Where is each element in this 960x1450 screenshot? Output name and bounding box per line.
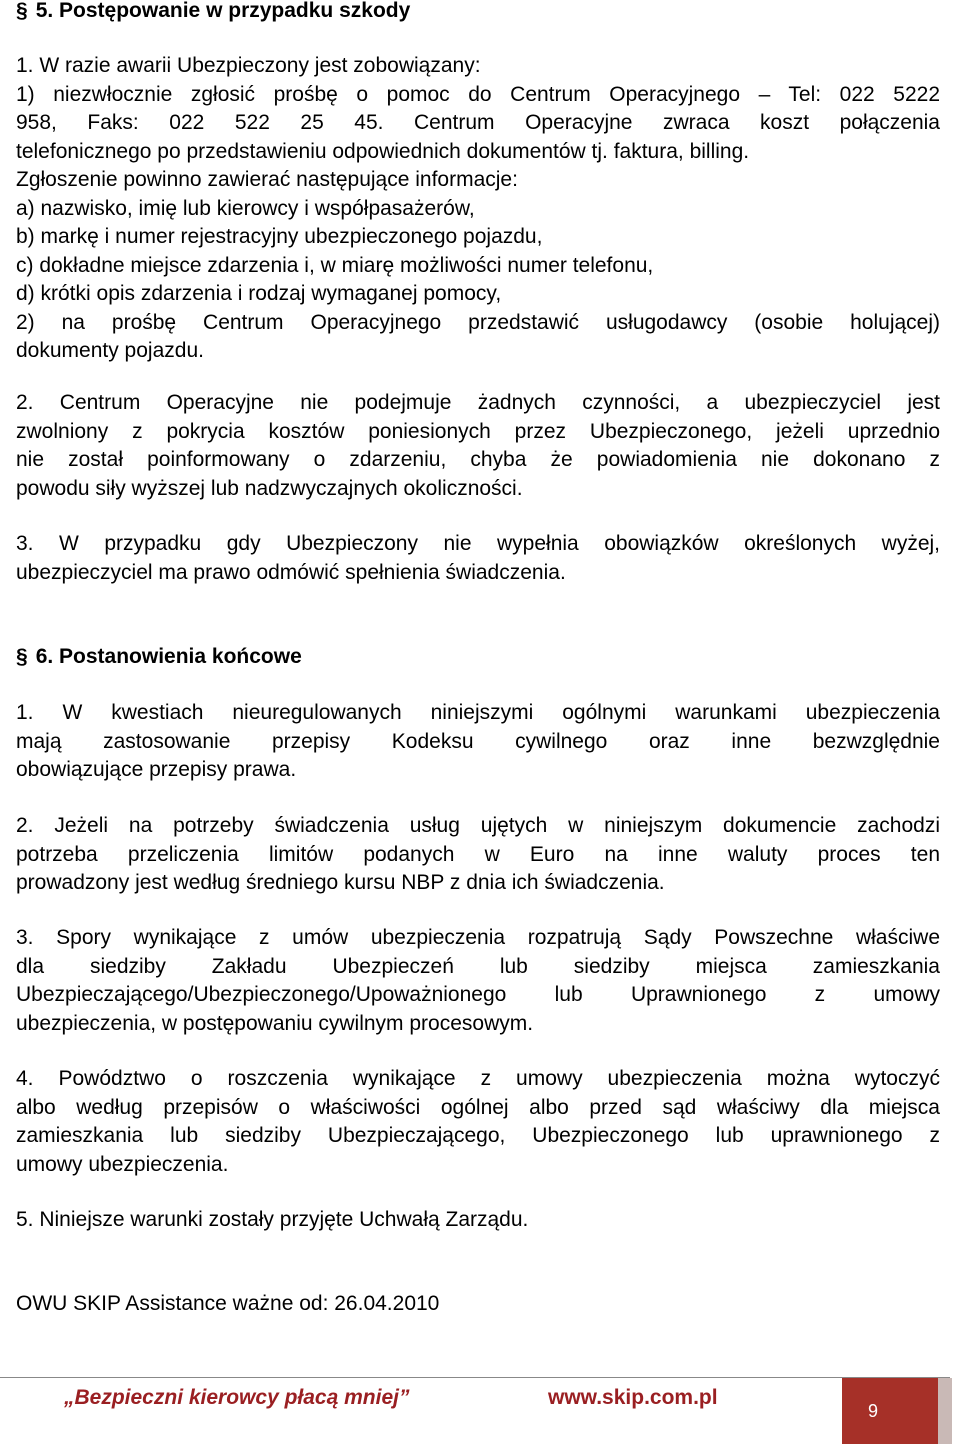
text-line: umowy ubezpieczenia. (16, 1152, 229, 1176)
text-line: ubezpieczyciel ma prawo odmówić spełnienia świadczenia. (16, 560, 566, 584)
section-5-paragraph-2 (16, 389, 940, 503)
text-line: 1) niezwłocznie zgłosić prośbę o pomoc do Centrum Operacyjnego – Tel: 022 5222 (16, 82, 940, 106)
text-line: ubezpieczenia, w postępowaniu cywilnym procesowym. (16, 1011, 534, 1035)
text-line: Zgłoszenie powinno zawierać następujące informacje: (16, 168, 518, 191)
section-symbol: § (16, 645, 28, 668)
footer-url-link[interactable]: www.skip.com.pl (548, 1386, 718, 1409)
text-line: nie został poinformowany o zdarzeniu, chyba że powiadomienia nie dokonano z (16, 448, 940, 471)
page-number: 9 (842, 1378, 938, 1444)
section-6-heading (16, 643, 302, 671)
text-line: dokumenty pojazdu. (16, 339, 204, 362)
footer-side-bar (938, 1378, 952, 1444)
section-6-paragraph-3 (16, 924, 940, 1038)
text-line: potrzeba przeliczenia limitów podanych w Euro na inne waluty proces ten (16, 842, 940, 866)
text-line: 1. W razie awarii Ubezpieczony jest zobowiązany: (16, 54, 481, 77)
text-line: b) markę i numer rejestracyjny ubezpieczonego pojazdu, (16, 225, 543, 248)
footer (0, 1378, 840, 1422)
text-line: 5. Niniejsze warunki zostały przyjęte Uchwałą Zarządu. (16, 1208, 529, 1231)
text-line: mają zastosowanie przepisy Kodeksu cywilnego oraz inne bezwzględnie (16, 729, 940, 753)
section-title: 6. Postanowienia końcowe (35, 645, 302, 668)
text-line: zamieszkania lub siedziby Ubezpieczającego, Ubezpieczonego lub uprawnionego z (16, 1124, 940, 1147)
section-6-paragraph-2 (16, 812, 940, 898)
section-5-paragraph-1 (16, 52, 940, 366)
text-line: 3. W przypadku gdy Ubezpieczony nie wypełnia obowiązków określonych wyżej, (16, 532, 940, 555)
section-6-paragraph-5 (16, 1206, 940, 1235)
text-line: powodu siły wyższej lub nadzwyczajnych okoliczności. (16, 476, 523, 500)
text-line: Ubezpieczającego/Ubezpieczonego/Upoważnionego lub Uprawnionego z umowy (16, 983, 940, 1006)
text-line: 2. Jeżeli na potrzeby świadczenia usług ujętych w niniejszym dokumencie zachodzi (16, 814, 940, 837)
text-line: 4. Powództwo o roszczenia wynikające z umowy ubezpieczenia można wytoczyć (16, 1067, 940, 1090)
text-line: zwolniony z pokrycia kosztów poniesionych przez Ubezpieczonego, jeżeli uprzednio (16, 419, 940, 443)
text-line: albo według przepisów o właściwości ogólnej albo przed sąd właściwy dla miejsca (16, 1095, 940, 1119)
text-line: c) dokładne miejsce zdarzenia i, w miarę możliwości numer telefonu, (16, 253, 654, 277)
section-5-paragraph-3 (16, 530, 940, 587)
text-line: a) nazwisko, imię lub kierowcy i współpasażerów, (16, 196, 475, 220)
text-line: telefonicznego po przedstawieniu odpowiednich dokumentów tj. faktura, billing. (16, 139, 750, 163)
text-line: 2) na prośbę Centrum Operacyjnego przedstawić usługodawcy (osobie holującej) (16, 310, 940, 334)
text-line: d) krótki opis zdarzenia i rodzaj wymaganej pomocy, (16, 282, 502, 305)
text-line: 2. Centrum Operacyjne nie podejmuje żadnych czynności, a ubezpieczyciel jest (16, 391, 940, 414)
section-title: 5. Postępowanie w przypadku szkody (35, 0, 411, 22)
text-line: obowiązujące przepisy prawa. (16, 758, 297, 781)
footer-slogan: „Bezpieczni kierowcy płacą mniej” (64, 1386, 410, 1409)
text-line: 958, Faks: 022 522 25 45. Centrum Operacyjne zwraca koszt połączenia (16, 111, 940, 134)
text-line: prowadzony jest według średniego kursu NBP z dnia ich świadczenia. (16, 871, 665, 894)
text-line: 3. Spory wynikające z umów ubezpieczenia rozpatrują Sądy Powszechne właściwe (16, 926, 940, 949)
text-line: 1. W kwestiach nieuregulowanych niniejszymi ogólnymi warunkami ubezpieczenia (16, 701, 940, 724)
section-5-heading (16, 0, 410, 25)
section-symbol: § (16, 0, 28, 22)
section-6-paragraph-4 (16, 1065, 940, 1179)
section-6-paragraph-1 (16, 699, 940, 785)
text-line: dla siedziby Zakładu Ubezpieczeń lub siedziby miejsca zamieszkania (16, 954, 940, 978)
validity-note: OWU SKIP Assistance ważne od: 26.04.2010 (16, 1292, 440, 1315)
